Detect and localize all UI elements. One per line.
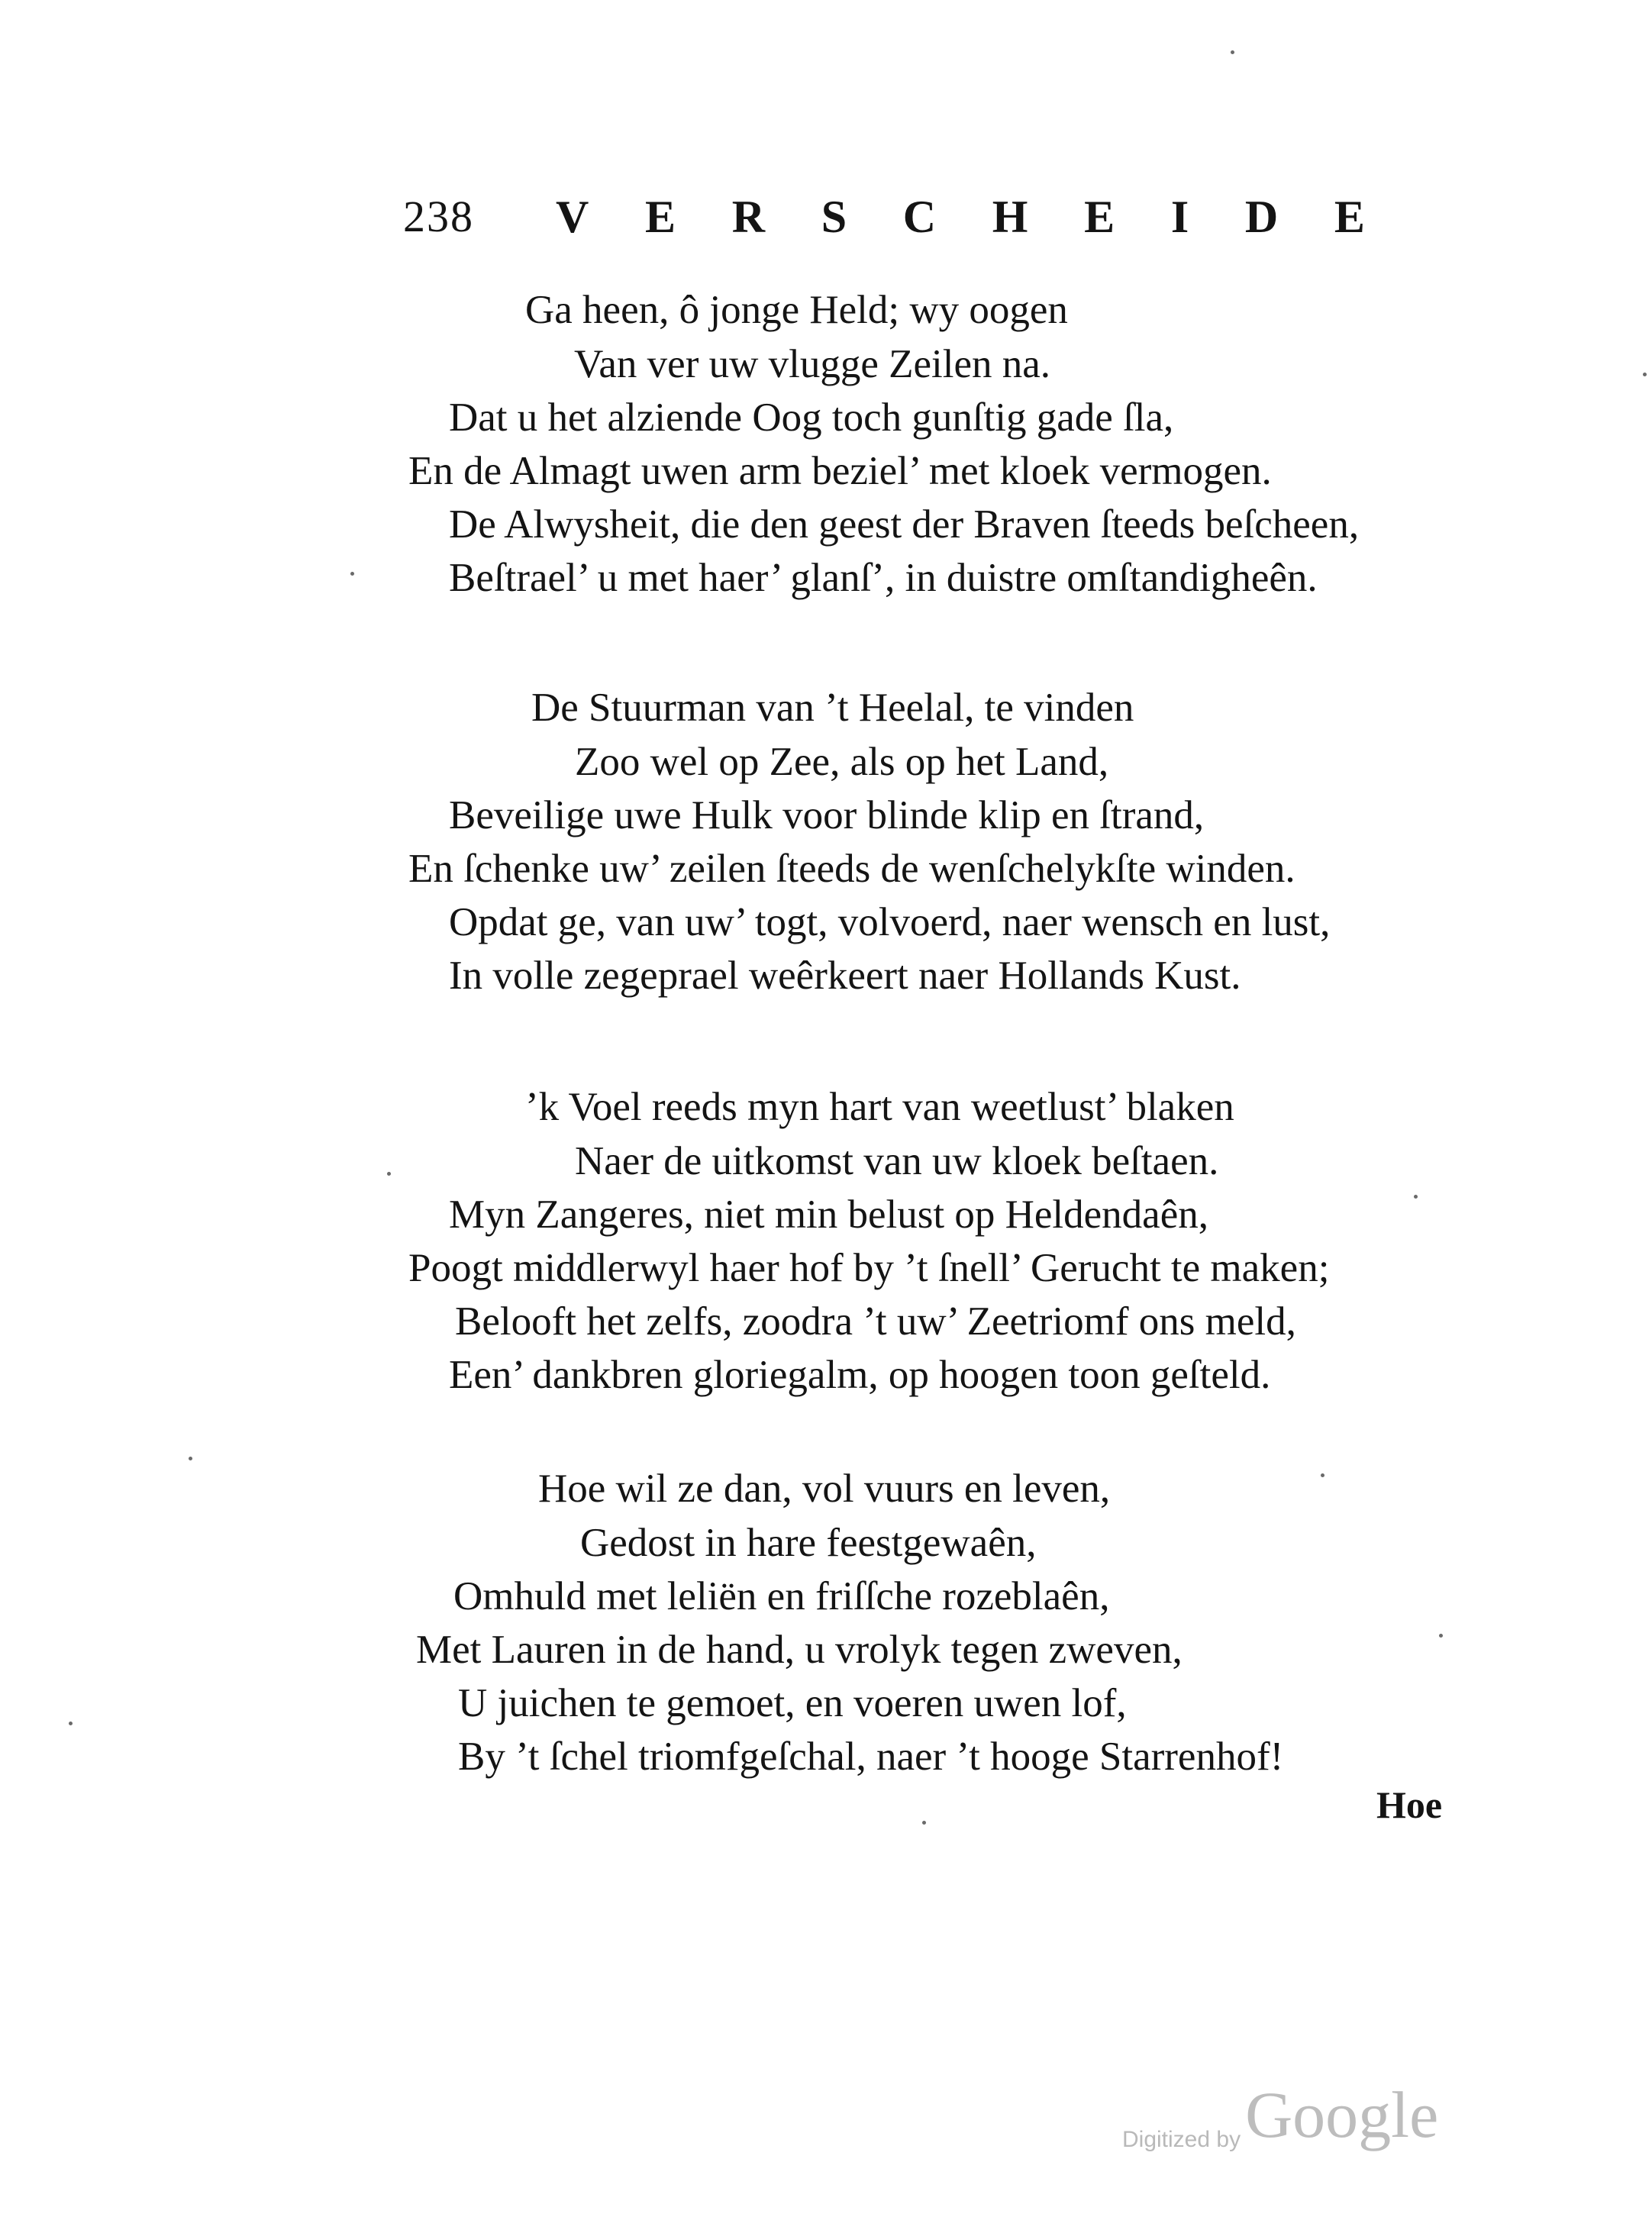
verse-line: Beſtrael’ u met haer’ glanſ’, in duistre omſtandigheên.: [449, 556, 1318, 600]
scan-speck: [1439, 1634, 1443, 1638]
scan-speck: [69, 1722, 73, 1725]
scan-speck: [1414, 1195, 1418, 1199]
verse-line: Beveilige uwe Hulk voor blinde klip en ſtrand,: [449, 793, 1205, 837]
catchword: Hoe: [1376, 1783, 1443, 1826]
scan-speck: [387, 1172, 391, 1176]
running-title-letter: E: [645, 192, 676, 242]
running-title-letter: I: [1170, 192, 1189, 242]
verse-line: Dat u het alziende Oog toch gunſtig gade ſla,: [449, 395, 1174, 440]
verse-line: ’k Voel reeds myn hart van weetlust’ blaken: [525, 1085, 1234, 1129]
running-title-letter: V: [556, 192, 589, 242]
verse-line: Omhuld met leliën en friſſche rozeblaên,: [453, 1574, 1110, 1618]
verse-line: Myn Zangeres, niet min belust op Heldendaên,: [449, 1192, 1208, 1237]
running-title-letter: R: [731, 192, 766, 242]
running-title-letter: H: [992, 192, 1028, 242]
page-header: [403, 191, 1365, 260]
running-title-letter: S: [821, 192, 847, 242]
verse-line: Opdat ge, van uw’ togt, volvoerd, naer wensch en lust,: [449, 900, 1331, 944]
watermark-label: Digitized by: [1122, 2127, 1241, 2152]
verse-line: In volle zegeprael weêrkeert naer Hollands Kust.: [449, 954, 1241, 998]
verse-line: En ſchenke uw’ zeilen ſteeds de wenſchelykſte winden.: [408, 847, 1295, 891]
scan-speck: [189, 1457, 192, 1460]
page-number: 238: [403, 192, 474, 241]
verse-line: Van ver uw vlugge Zeilen na.: [574, 342, 1051, 386]
running-title-letter: E: [1334, 192, 1365, 242]
running-title-letter: E: [1084, 192, 1115, 242]
running-title: [556, 191, 1365, 244]
running-title-letter: D: [1244, 192, 1279, 242]
verse-line: Naer de uitkomst van uw kloek beſtaen.: [575, 1139, 1219, 1183]
digitized-by-watermark: [1122, 2077, 1438, 2153]
verse-line: Ga heen, ô jonge Held; wy oogen: [525, 288, 1068, 332]
verse-line: Hoe wil ze dan, vol vuurs en leven,: [538, 1467, 1111, 1511]
watermark-brand: Google: [1245, 2078, 1439, 2151]
verse-line: De Stuurman van ’t Heelal, te vinden: [531, 686, 1134, 730]
scan-speck: [350, 572, 354, 576]
verse-line: Zoo wel op Zee, als op het Land,: [575, 740, 1109, 784]
verse-line: By ’t ſchel triomfgeſchal, naer ’t hooge Starrenhof!: [458, 1735, 1284, 1779]
verse-line: Een’ dankbren gloriegalm, op hoogen toon geſteld.: [449, 1353, 1271, 1397]
verse-line: Met Lauren in de hand, u vrolyk tegen zweven,: [416, 1628, 1183, 1672]
verse-line: U juichen te gemoet, en voeren uwen lof,: [458, 1681, 1127, 1725]
scan-speck: [1231, 50, 1234, 54]
running-title-letter: C: [902, 192, 937, 242]
verse-line: Belooft het zelfs, zoodra ’t uw’ Zeetriomf ons meld,: [455, 1299, 1296, 1344]
verse-line: En de Almagt uwen arm beziel’ met kloek vermogen.: [408, 449, 1272, 493]
scan-speck: [1643, 373, 1647, 376]
scan-speck: [1321, 1473, 1325, 1477]
scan-speck: [922, 1821, 926, 1825]
verse-line: De Alwysheit, die den geest der Braven ſteeds beſcheen,: [449, 502, 1360, 547]
verse-line: Poogt middlerwyl haer hof by ’t ſnell’ Gerucht te maken;: [408, 1246, 1330, 1290]
verse-line: Gedost in hare feestgewaên,: [580, 1521, 1037, 1565]
